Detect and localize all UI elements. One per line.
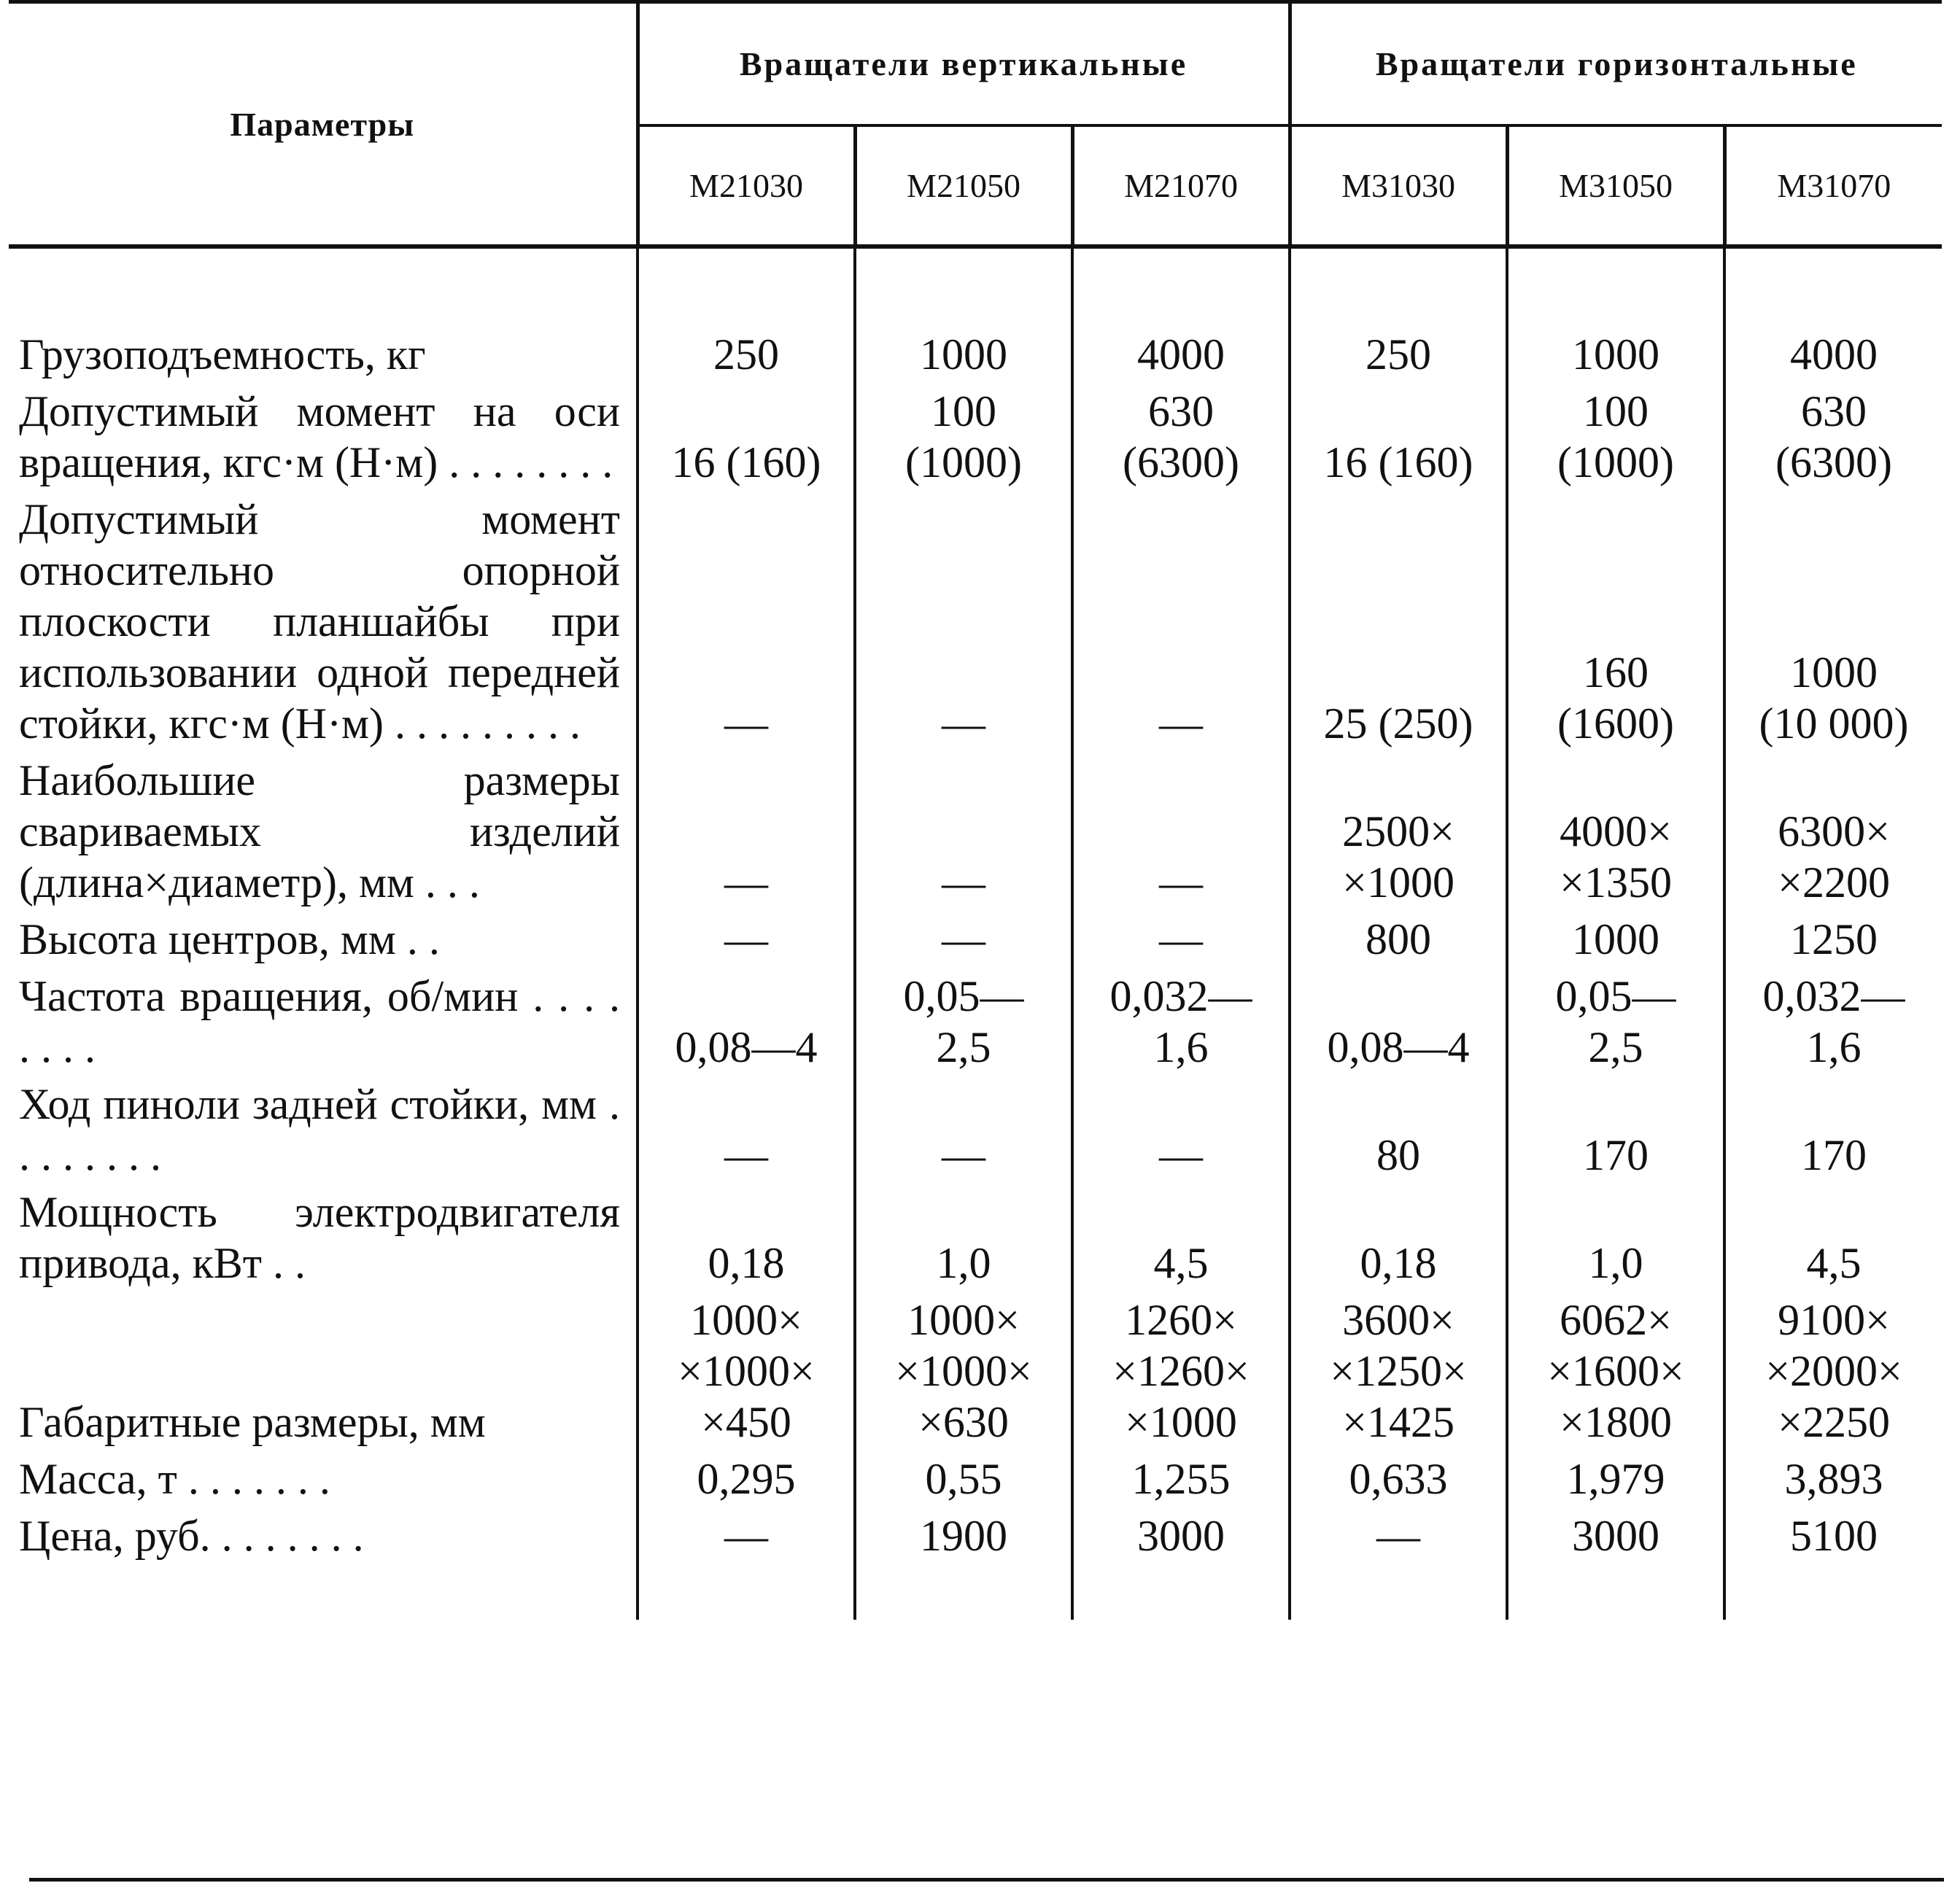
value-cell: 0,18 — [708, 1239, 785, 1287]
value-cell: 3600× ×1250× ×1425 — [1290, 1294, 1507, 1453]
value-cell: 0,05— 2,5 — [855, 971, 1072, 1079]
value-cell: 0,08—4 — [1290, 971, 1507, 1079]
param-cell: Наибольшие размеры свариваемых изделий (длина×диаметр), мм . . . — [9, 755, 638, 914]
param-cell: Грузоподъемность, кг — [9, 246, 638, 386]
value-cell: 250 — [1290, 246, 1507, 386]
value-cell: 1000× ×1000× ×630 — [855, 1294, 1072, 1453]
table-row — [9, 386, 1942, 494]
table-row — [9, 494, 1942, 755]
value-cell: 2500× ×1000 — [1290, 755, 1507, 914]
value-cell: 0,295 — [697, 1455, 796, 1503]
value-cell: 6062× ×1600× ×1800 — [1507, 1294, 1724, 1453]
value-cell: 4,5 — [1072, 1187, 1290, 1294]
value-cell: 1000 (10 000) — [1724, 494, 1942, 755]
value-cell: — — [724, 915, 768, 963]
value-cell: 250 — [713, 330, 779, 378]
table-row — [9, 1510, 1942, 1620]
value-cell: 9100× ×2000× ×2250 — [1724, 1294, 1942, 1453]
value-cell: 1250 — [1724, 914, 1942, 971]
model-header: М21050 — [855, 125, 1072, 246]
value-cell: — — [724, 699, 768, 748]
value-cell: 6300× ×2200 — [1724, 755, 1942, 914]
table-row — [9, 755, 1942, 914]
value-cell: — — [724, 858, 768, 906]
value-cell: 1,255 — [1072, 1453, 1290, 1510]
value-cell: 4,5 — [1724, 1187, 1942, 1294]
param-cell: Ход пиноли задней стойки, мм . . . . . . . . — [9, 1079, 638, 1187]
value-cell: 0,633 — [1290, 1453, 1507, 1510]
group-header-horizontal: Вращатели горизонтальные — [1290, 2, 1942, 126]
value-cell: 100 (1000) — [1507, 386, 1724, 494]
value-cell: 0,032— 1,6 — [1724, 971, 1942, 1079]
value-cell: 170 — [1507, 1079, 1724, 1187]
value-cell: 1,0 — [1507, 1187, 1724, 1294]
value-cell: 1,0 — [855, 1187, 1072, 1294]
model-header: М31070 — [1724, 125, 1942, 246]
value-cell: 3,893 — [1724, 1453, 1942, 1510]
value-cell: 16 (160) — [671, 438, 821, 486]
value-cell: — — [855, 914, 1072, 971]
value-cell: 1000 — [1507, 246, 1724, 386]
param-cell: Цена, руб. . . . . . . . — [9, 1510, 638, 1620]
value-cell: 800 — [1290, 914, 1507, 971]
param-cell: Масса, т . . . . . . . — [9, 1453, 638, 1510]
value-cell: — — [855, 494, 1072, 755]
value-cell: 170 — [1724, 1079, 1942, 1187]
model-header: М31030 — [1290, 125, 1507, 246]
value-cell: — — [1072, 1079, 1290, 1187]
table-row — [9, 971, 1942, 1079]
model-header: М31050 — [1507, 125, 1724, 246]
bottom-rule — [29, 1878, 1944, 1882]
value-cell: 0,032— 1,6 — [1072, 971, 1290, 1079]
value-cell: 80 — [1290, 1079, 1507, 1187]
value-cell: 1000 — [855, 246, 1072, 386]
param-cell: Мощность электродвигателя привода, кВт . . — [9, 1187, 638, 1294]
value-cell: 0,08—4 — [675, 1023, 818, 1071]
value-cell: 630 (6300) — [1072, 386, 1290, 494]
table-row — [9, 246, 1942, 386]
value-cell: — — [1072, 494, 1290, 755]
value-cell: 630 (6300) — [1724, 386, 1942, 494]
value-cell: — — [855, 1079, 1072, 1187]
param-cell: Высота центров, мм . . — [9, 914, 638, 971]
group-header-vertical: Вращатели вертикальные — [638, 2, 1290, 126]
value-cell: 25 (250) — [1290, 494, 1507, 755]
value-cell: 1,979 — [1507, 1453, 1724, 1510]
value-cell: — — [724, 1131, 768, 1179]
table-row — [9, 1453, 1942, 1510]
table-row — [9, 1294, 1942, 1453]
value-cell: 160 (1600) — [1507, 494, 1724, 755]
value-cell: — — [855, 755, 1072, 914]
table-row — [9, 1079, 1942, 1187]
param-cell: Частота вращения, об/мин . . . . . . . . — [9, 971, 638, 1079]
value-cell: 4000 — [1724, 246, 1942, 386]
value-cell: 1900 — [855, 1510, 1072, 1620]
param-cell: Габаритные размеры, мм — [9, 1294, 638, 1453]
param-cell: Допустимый момент на оси вращения, кгс·м (Н·м) . . . . . . . . — [9, 386, 638, 494]
value-cell: 1260× ×1260× ×1000 — [1072, 1294, 1290, 1453]
table-row — [9, 1187, 1942, 1294]
rotators-spec-table — [9, 0, 1942, 1620]
value-cell: 0,18 — [1290, 1187, 1507, 1294]
value-cell: 3000 — [1072, 1510, 1290, 1620]
value-cell: 100 (1000) — [855, 386, 1072, 494]
value-cell: 1000× ×1000× ×450 — [678, 1296, 815, 1446]
table-row — [9, 914, 1942, 971]
value-cell: 16 (160) — [1290, 386, 1507, 494]
value-cell: 3000 — [1507, 1510, 1724, 1620]
param-cell: Допустимый момент относительно опорной плоскости планшайбы при использовании одной передней стойки, кгс·м (Н·м) . . . . . . . . . — [9, 494, 638, 755]
value-cell: — — [724, 1512, 768, 1560]
value-cell: 0,55 — [855, 1453, 1072, 1510]
value-cell: 4000× ×1350 — [1507, 755, 1724, 914]
value-cell: 5100 — [1724, 1510, 1942, 1620]
value-cell: — — [1290, 1510, 1507, 1620]
value-cell: 0,05— 2,5 — [1507, 971, 1724, 1079]
value-cell: 4000 — [1072, 246, 1290, 386]
value-cell: 1000 — [1507, 914, 1724, 971]
model-header: М21070 — [1072, 125, 1290, 246]
value-cell: — — [1072, 755, 1290, 914]
model-header: М21030 — [638, 125, 855, 246]
param-column-header: Параметры — [9, 2, 638, 247]
value-cell: — — [1072, 914, 1290, 971]
